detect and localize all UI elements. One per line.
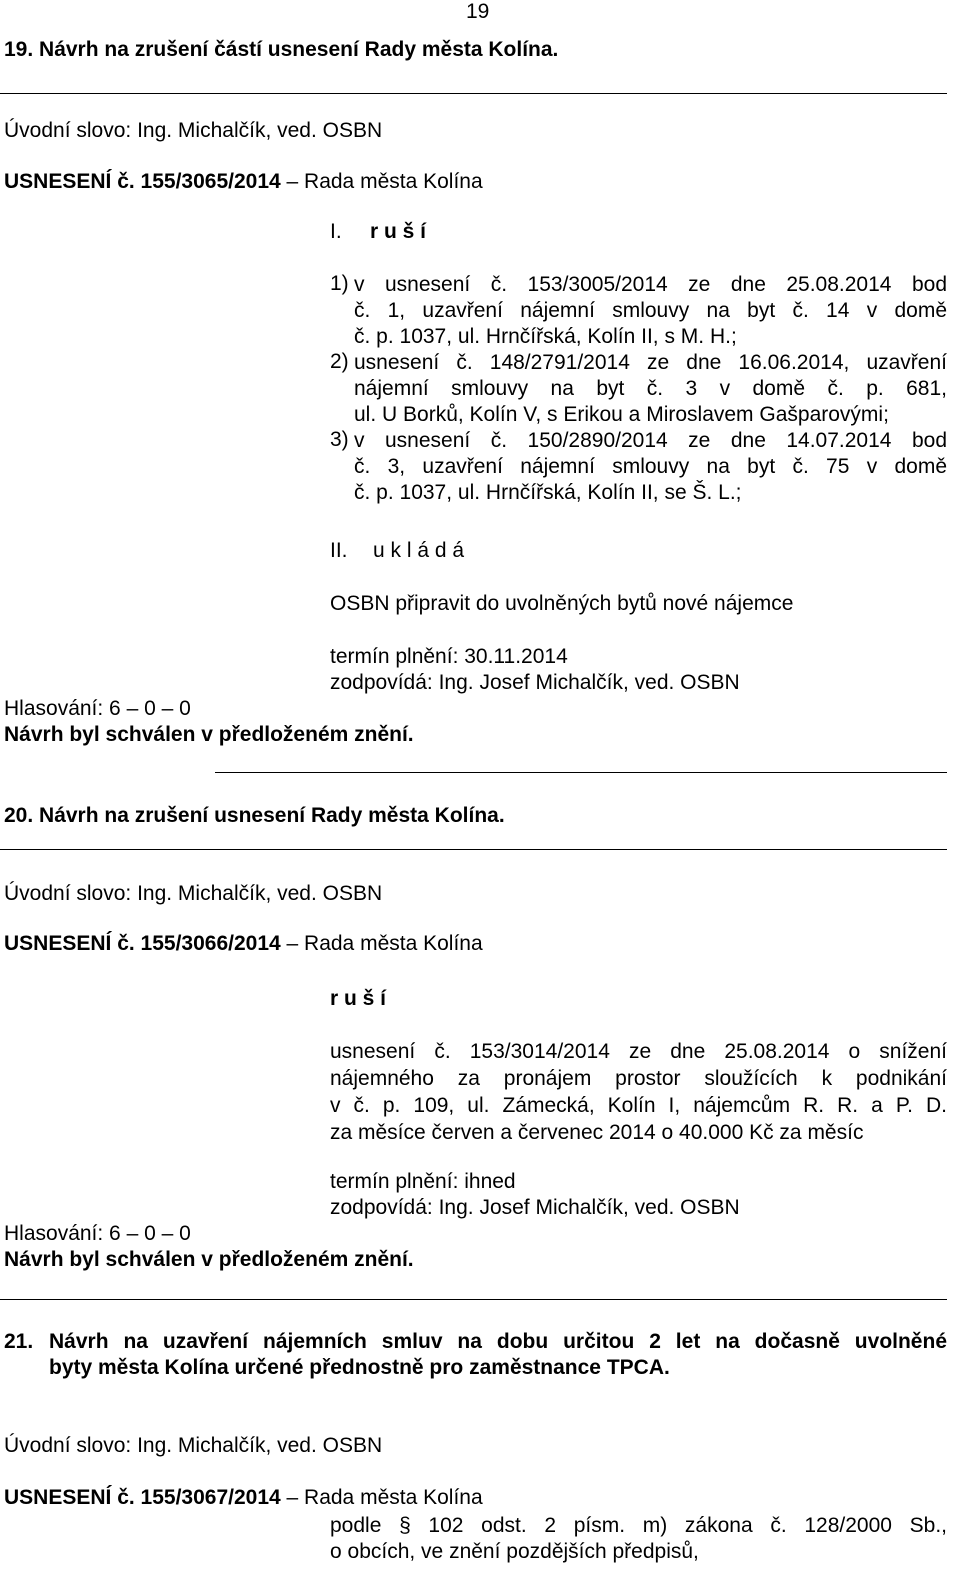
section-20-resolution bbox=[4, 932, 483, 956]
part-1-label: I. bbox=[330, 220, 342, 243]
body-line: nájemného za pronájem prostor sloužících k podnikání bbox=[330, 1067, 947, 1090]
section-19-divider bbox=[0, 93, 947, 94]
responsible: zodpovídá: Ing. Josef Michalčík, ved. OSBN bbox=[330, 1196, 740, 1219]
list-item-1 bbox=[330, 272, 947, 350]
item-line: č. p. 1037, ul. Hrnčířská, Kolín II, se Š. L.; bbox=[354, 481, 742, 504]
resolution-number: USNESENÍ č. 155/3065/2014 bbox=[4, 170, 281, 193]
section-20-intro: Úvodní slovo: Ing. Michalčík, ved. OSBN bbox=[4, 882, 383, 905]
section-19-intro: Úvodní slovo: Ing. Michalčík, ved. OSBN bbox=[4, 119, 383, 142]
part-2-verb: u k l á d á bbox=[373, 539, 465, 562]
resolution-number: USNESENÍ č. 155/3066/2014 bbox=[4, 932, 281, 955]
item-number: 1) bbox=[330, 272, 349, 295]
section-separator bbox=[0, 1299, 947, 1300]
section-20-divider bbox=[0, 849, 947, 850]
section-20-body bbox=[330, 1038, 947, 1146]
body-line: o obcích, ve znění pozdějších předpisů, bbox=[330, 1540, 699, 1563]
item-line: č. 1, uzavření nájemní smlouvy na byt č. 14 v domě bbox=[354, 299, 947, 322]
section-21-body bbox=[330, 1513, 947, 1565]
item-line: v usnesení č. 153/3005/2014 ze dne 25.08.2014 bod bbox=[354, 273, 947, 296]
section-21-heading-line-1: Návrh na uzavření nájemních smluv na dobu určitou 2 let na dočasně uvolněné bbox=[49, 1330, 947, 1353]
approval-note: Návrh byl schválen v předloženém znění. bbox=[4, 723, 414, 746]
approval-note: Návrh byl schválen v předloženém znění. bbox=[4, 1248, 414, 1271]
item-line: usnesení č. 148/2791/2014 ze dne 16.06.2014, uzavření bbox=[354, 351, 947, 374]
section-21-number: 21. bbox=[4, 1330, 34, 1353]
section-19-heading: 19. Návrh na zrušení částí usnesení Rady města Kolína. bbox=[4, 38, 559, 61]
resolution-number: USNESENÍ č. 155/3067/2014 bbox=[4, 1486, 281, 1509]
body-line: podle § 102 odst. 2 písm. m) zákona č. 128/2000 Sb., bbox=[330, 1514, 947, 1537]
item-line: č. 3, uzavření nájemní smlouvy na byt č. 75 v domě bbox=[354, 455, 947, 478]
part-2-text: OSBN připravit do uvolněných bytů nové nájemce bbox=[330, 592, 794, 615]
vote: Hlasování: 6 – 0 – 0 bbox=[4, 1222, 191, 1245]
deadline: termín plnění: 30.11.2014 bbox=[330, 645, 568, 668]
section-19-resolution bbox=[4, 170, 483, 194]
item-line: č. p. 1037, ul. Hrnčířská, Kolín II, s M. H.; bbox=[354, 325, 737, 348]
section-separator bbox=[215, 772, 947, 773]
part-2-label: II. bbox=[330, 539, 348, 562]
item-number: 3) bbox=[330, 428, 349, 451]
section-21-resolution bbox=[4, 1486, 483, 1510]
part-1-verb: r u š í bbox=[370, 220, 427, 243]
section-20-heading: 20. Návrh na zrušení usnesení Rady města Kolína. bbox=[4, 804, 505, 827]
section-19-items bbox=[330, 272, 947, 506]
body-line: za měsíce červen a červenec 2014 o 40.000 Kč za měsíc bbox=[330, 1121, 864, 1144]
body-line: usnesení č. 153/3014/2014 ze dne 25.08.2014 o snížení bbox=[330, 1040, 947, 1063]
item-line: nájemní smlouvy na byt č. 3 v domě č. p. 681, bbox=[354, 377, 947, 400]
list-item-2 bbox=[330, 350, 947, 428]
section-21-intro: Úvodní slovo: Ing. Michalčík, ved. OSBN bbox=[4, 1434, 383, 1457]
body-line: v č. p. 109, ul. Zámecká, Kolín I, nájemcům R. R. a P. D. bbox=[330, 1094, 947, 1117]
resolution-body: – Rada města Kolína bbox=[280, 170, 483, 193]
resolution-body: – Rada města Kolína bbox=[280, 932, 483, 955]
item-line: v usnesení č. 150/2890/2014 ze dne 14.07.2014 bod bbox=[354, 429, 947, 452]
section-21-heading-line-2: byty města Kolína určené přednostně pro zaměstnance TPCA. bbox=[49, 1356, 670, 1379]
vote: Hlasování: 6 – 0 – 0 bbox=[4, 697, 191, 720]
deadline: termín plnění: ihned bbox=[330, 1170, 516, 1193]
item-number: 2) bbox=[330, 350, 349, 373]
section-20-verb: r u š í bbox=[330, 987, 387, 1010]
responsible: zodpovídá: Ing. Josef Michalčík, ved. OSBN bbox=[330, 671, 740, 694]
item-line: ul. U Borků, Kolín V, s Erikou a Miroslavem Gašparovými; bbox=[354, 403, 889, 426]
resolution-body: – Rada města Kolína bbox=[280, 1486, 483, 1509]
list-item-3 bbox=[330, 428, 947, 506]
page-number: 19 bbox=[466, 0, 490, 23]
